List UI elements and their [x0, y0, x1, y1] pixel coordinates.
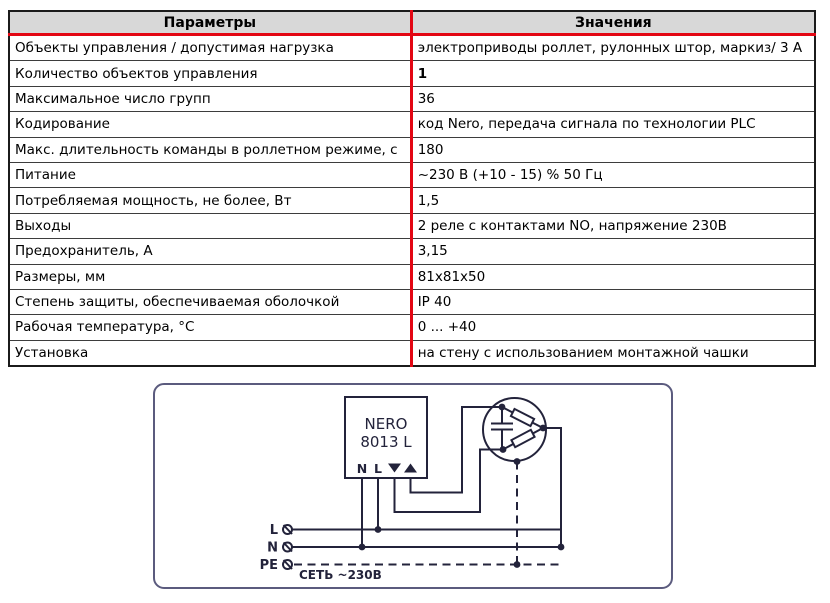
value-cell: IP 40 [411, 289, 815, 314]
table-row [9, 340, 815, 366]
value-cell: 180 [411, 137, 815, 162]
bus-label-n: N [267, 540, 278, 556]
table-row [9, 188, 815, 213]
value-cell: 0 ... +40 [411, 315, 815, 340]
terminal-label-l: L [374, 461, 382, 476]
value-cell: 3,15 [411, 239, 815, 264]
mains-label: СЕТЬ ~230В [299, 568, 382, 582]
nero-box [345, 397, 427, 478]
value-cell: 81x81x50 [411, 264, 815, 289]
param-cell: Предохранитель, А [9, 239, 411, 264]
param-cell: Степень защиты, обеспечиваемая оболочкой [9, 289, 411, 314]
value-cell: 1 [411, 61, 815, 86]
table-row [9, 86, 815, 111]
param-cell: Выходы [9, 213, 411, 238]
value-cell: 36 [411, 86, 815, 111]
table-row [9, 264, 815, 289]
header-cell-params: Параметры [9, 11, 411, 35]
header-cell-values: Значения [411, 11, 815, 35]
value-cell: электроприводы роллет, рулонных штор, маркиз/ 3 А [411, 35, 815, 61]
param-cell: Потребляемая мощность, не более, Вт [9, 188, 411, 213]
terminal-screw-icon [283, 560, 292, 569]
value-cell: 2 реле с контактами NO, напряжение 230В [411, 213, 815, 238]
value-cell: на стену с использованием монтажной чашки [411, 340, 815, 366]
table-row [9, 315, 815, 340]
table-row [9, 289, 815, 314]
param-cell: Размеры, мм [9, 264, 411, 289]
param-cell: Кодирование [9, 112, 411, 137]
value-cell: 1,5 [411, 188, 815, 213]
header-row [9, 11, 815, 35]
param-cell: Макс. длительность команды в роллетном режиме, с [9, 137, 411, 162]
table-row [9, 213, 815, 238]
bus-label-l: L [269, 523, 278, 538]
table-row [9, 35, 815, 61]
table-row [9, 112, 815, 137]
param-cell: Количество объектов управления [9, 61, 411, 86]
terminal-screw-icon [283, 543, 292, 552]
value-cell: код Nero, передача сигнала по технологии PLC [411, 112, 815, 137]
terminal-label-n: N [356, 461, 368, 476]
spec-table [8, 10, 816, 367]
table-row [9, 61, 815, 86]
param-cell: Питание [9, 162, 411, 187]
table-row [9, 162, 815, 187]
device-label-line1: NERO [364, 415, 408, 433]
param-cell: Объекты управления / допустимая нагрузка [9, 35, 411, 61]
value-cell: ~230 В (+10 - 15) % 50 Гц [411, 162, 815, 187]
param-cell: Рабочая температура, °С [9, 315, 411, 340]
table-row [9, 239, 815, 264]
wiring-diagram [0, 370, 830, 603]
bus-label-pe: PE [259, 558, 278, 573]
param-cell: Установка [15, 344, 89, 361]
table-row [9, 137, 815, 162]
param-cell: Максимальное число групп [9, 86, 411, 111]
terminal-screw-icon [283, 525, 292, 534]
device-label-line2: 8013 L [360, 433, 412, 451]
